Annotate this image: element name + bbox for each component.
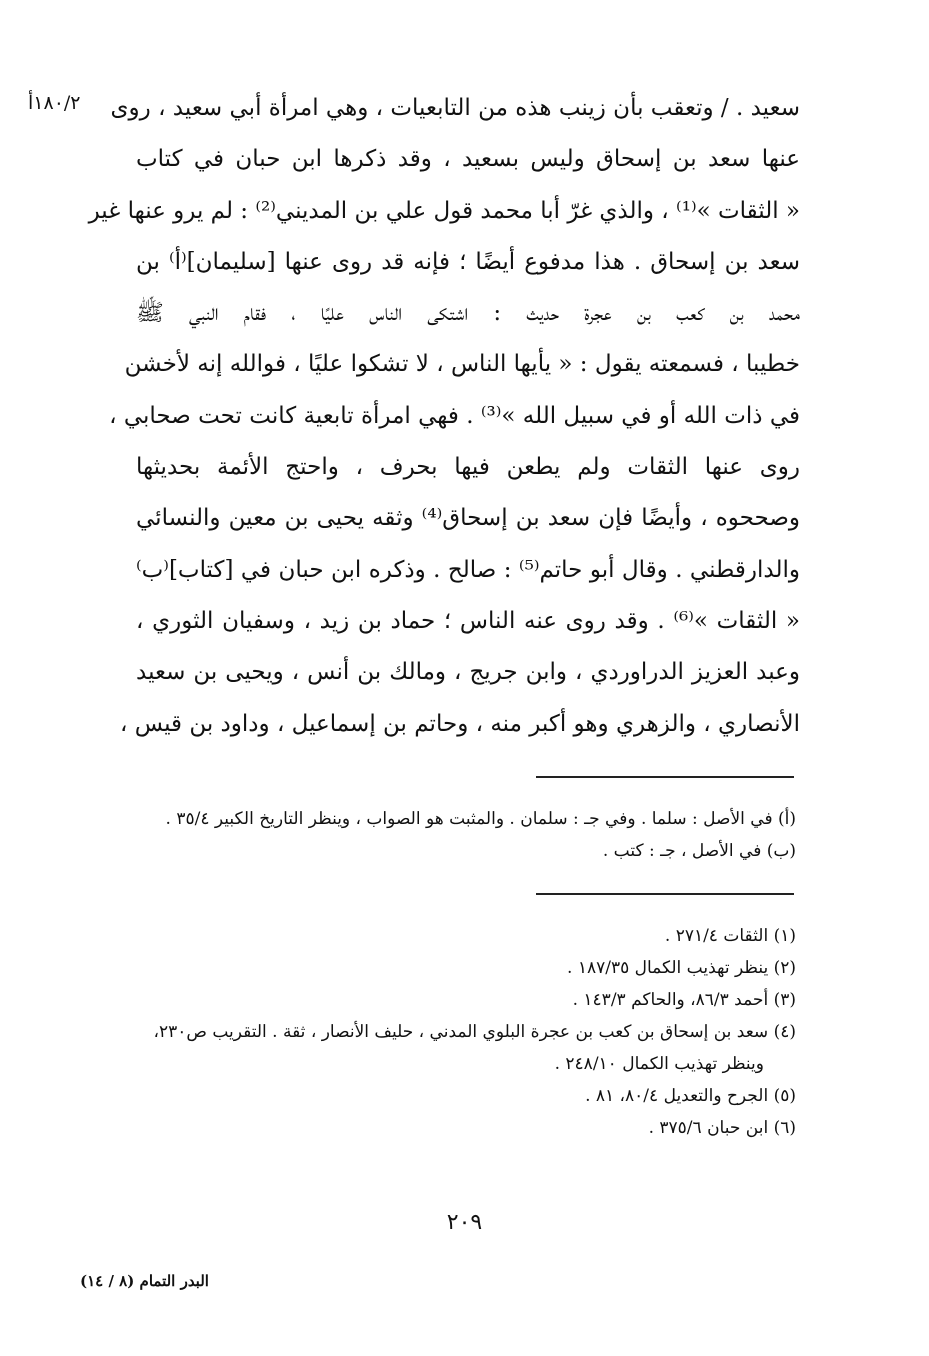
numbered-footnote: (٥) الجرح والتعديل ٨٠/٤، ٨١ . bbox=[585, 1086, 796, 1106]
body-line: الأنصاري ، والزهري وهو أكبر منه ، وحاتم بن إسماعيل ، وداود بن قيس ، bbox=[120, 710, 800, 737]
numbered-footnotes bbox=[120, 920, 796, 1144]
numbered-footnote: (٤) سعد بن إسحاق بن كعب بن عجرة البلوي المدني ، حليف الأنصار ، ثقة . التقريب ص٢٣٠، bbox=[153, 1022, 796, 1042]
body-line: خطيبا ، فسمعته يقول : « يأيها الناس ، لا تشكوا عليًا ، فوالله إنه لأخشن bbox=[124, 351, 800, 378]
numbered-footnote: (٣) أحمد ٨٦/٣، والحاكم ١٤٣/٣ . bbox=[572, 990, 796, 1010]
numbered-footnote: (٦) ابن حبان ٣٧٥/٦ . bbox=[648, 1118, 796, 1138]
body-line: سعيد . / وتعقب بأن زينب هذه من التابعيات ، وهي امرأة أبي سعيد ، روى bbox=[110, 95, 800, 121]
book-signature-label: البدر التمام (٨ / ١٤) bbox=[80, 1272, 209, 1290]
body-line: والدارقطني . وقال أبو حاتم⁽⁵⁾ : صالح . وذكره ابن حبان في [كتاب]⁽ب⁾ bbox=[136, 556, 800, 583]
numbered-footnote: (٢) ينظر تهذيب الكمال ١٨٧/٣٥ . bbox=[567, 958, 796, 978]
main-body-text bbox=[88, 83, 801, 750]
footnote-separator-letters bbox=[536, 776, 794, 778]
letter-footnotes bbox=[120, 803, 796, 867]
letter-footnote: (ب) في الأصل ، جـ : كتب . bbox=[602, 841, 796, 861]
body-line: وعبد العزيز الدراوردي ، وابن جريج ، ومالك بن أنس ، ويحيى بن سعيد bbox=[136, 659, 800, 686]
numbered-footnote: (١) الثقات ٢٧١/٤ . bbox=[664, 926, 796, 946]
body-line: روى عنها الثقات ولم يطعن فيها بحرف ، واحتج الأئمة بحديثها bbox=[136, 454, 800, 481]
body-line: « الثقات »⁽⁶⁾ . وقد روى عنه الناس ؛ حماد بن زيد ، وسفيان الثوري ، bbox=[136, 607, 800, 634]
numbered-footnote-continuation: وينظر تهذيب الكمال ٢٤٨/١٠ . bbox=[554, 1054, 764, 1074]
footnote-separator-numbers bbox=[536, 893, 794, 895]
body-line: عنها سعد بن إسحاق وليس بسعيد ، وقد ذكرها ابن حبان في كتاب bbox=[136, 146, 800, 173]
letter-footnote: (أ) في الأصل : سلما . وفي جـ : سلمان . والمثبت هو الصواب ، وينظر التاريخ الكبير ٣٥/٤ . bbox=[165, 809, 796, 829]
body-line: محمد بن كعب بن عجرة حديث : اشتكى الناس عليًا ، فقام النبي ﷺ bbox=[136, 300, 800, 327]
body-line: سعد بن إسحاق . هذا مدفوع أيضًا ؛ فإنه قد روى عنها [سليمان]⁽أ⁾ بن bbox=[136, 248, 800, 275]
margin-reference: ١٨٠/٢أ bbox=[28, 92, 81, 114]
body-line: في ذات الله أو في سبيل الله »⁽³⁾ . فهي امرأة تابعية كانت تحت صحابي ، bbox=[109, 402, 800, 429]
body-line: « الثقات »⁽¹⁾ ، والذي غرّ أبا محمد قول علي بن المديني⁽²⁾ : لم يرو عنها غير bbox=[88, 197, 800, 224]
body-line: وصححوه ، وأيضًا فإن سعد بن إسحاق⁽⁴⁾ وثقه يحيى بن معين والنسائي bbox=[136, 505, 801, 532]
page-number: ٢٠٩ bbox=[446, 1210, 483, 1235]
